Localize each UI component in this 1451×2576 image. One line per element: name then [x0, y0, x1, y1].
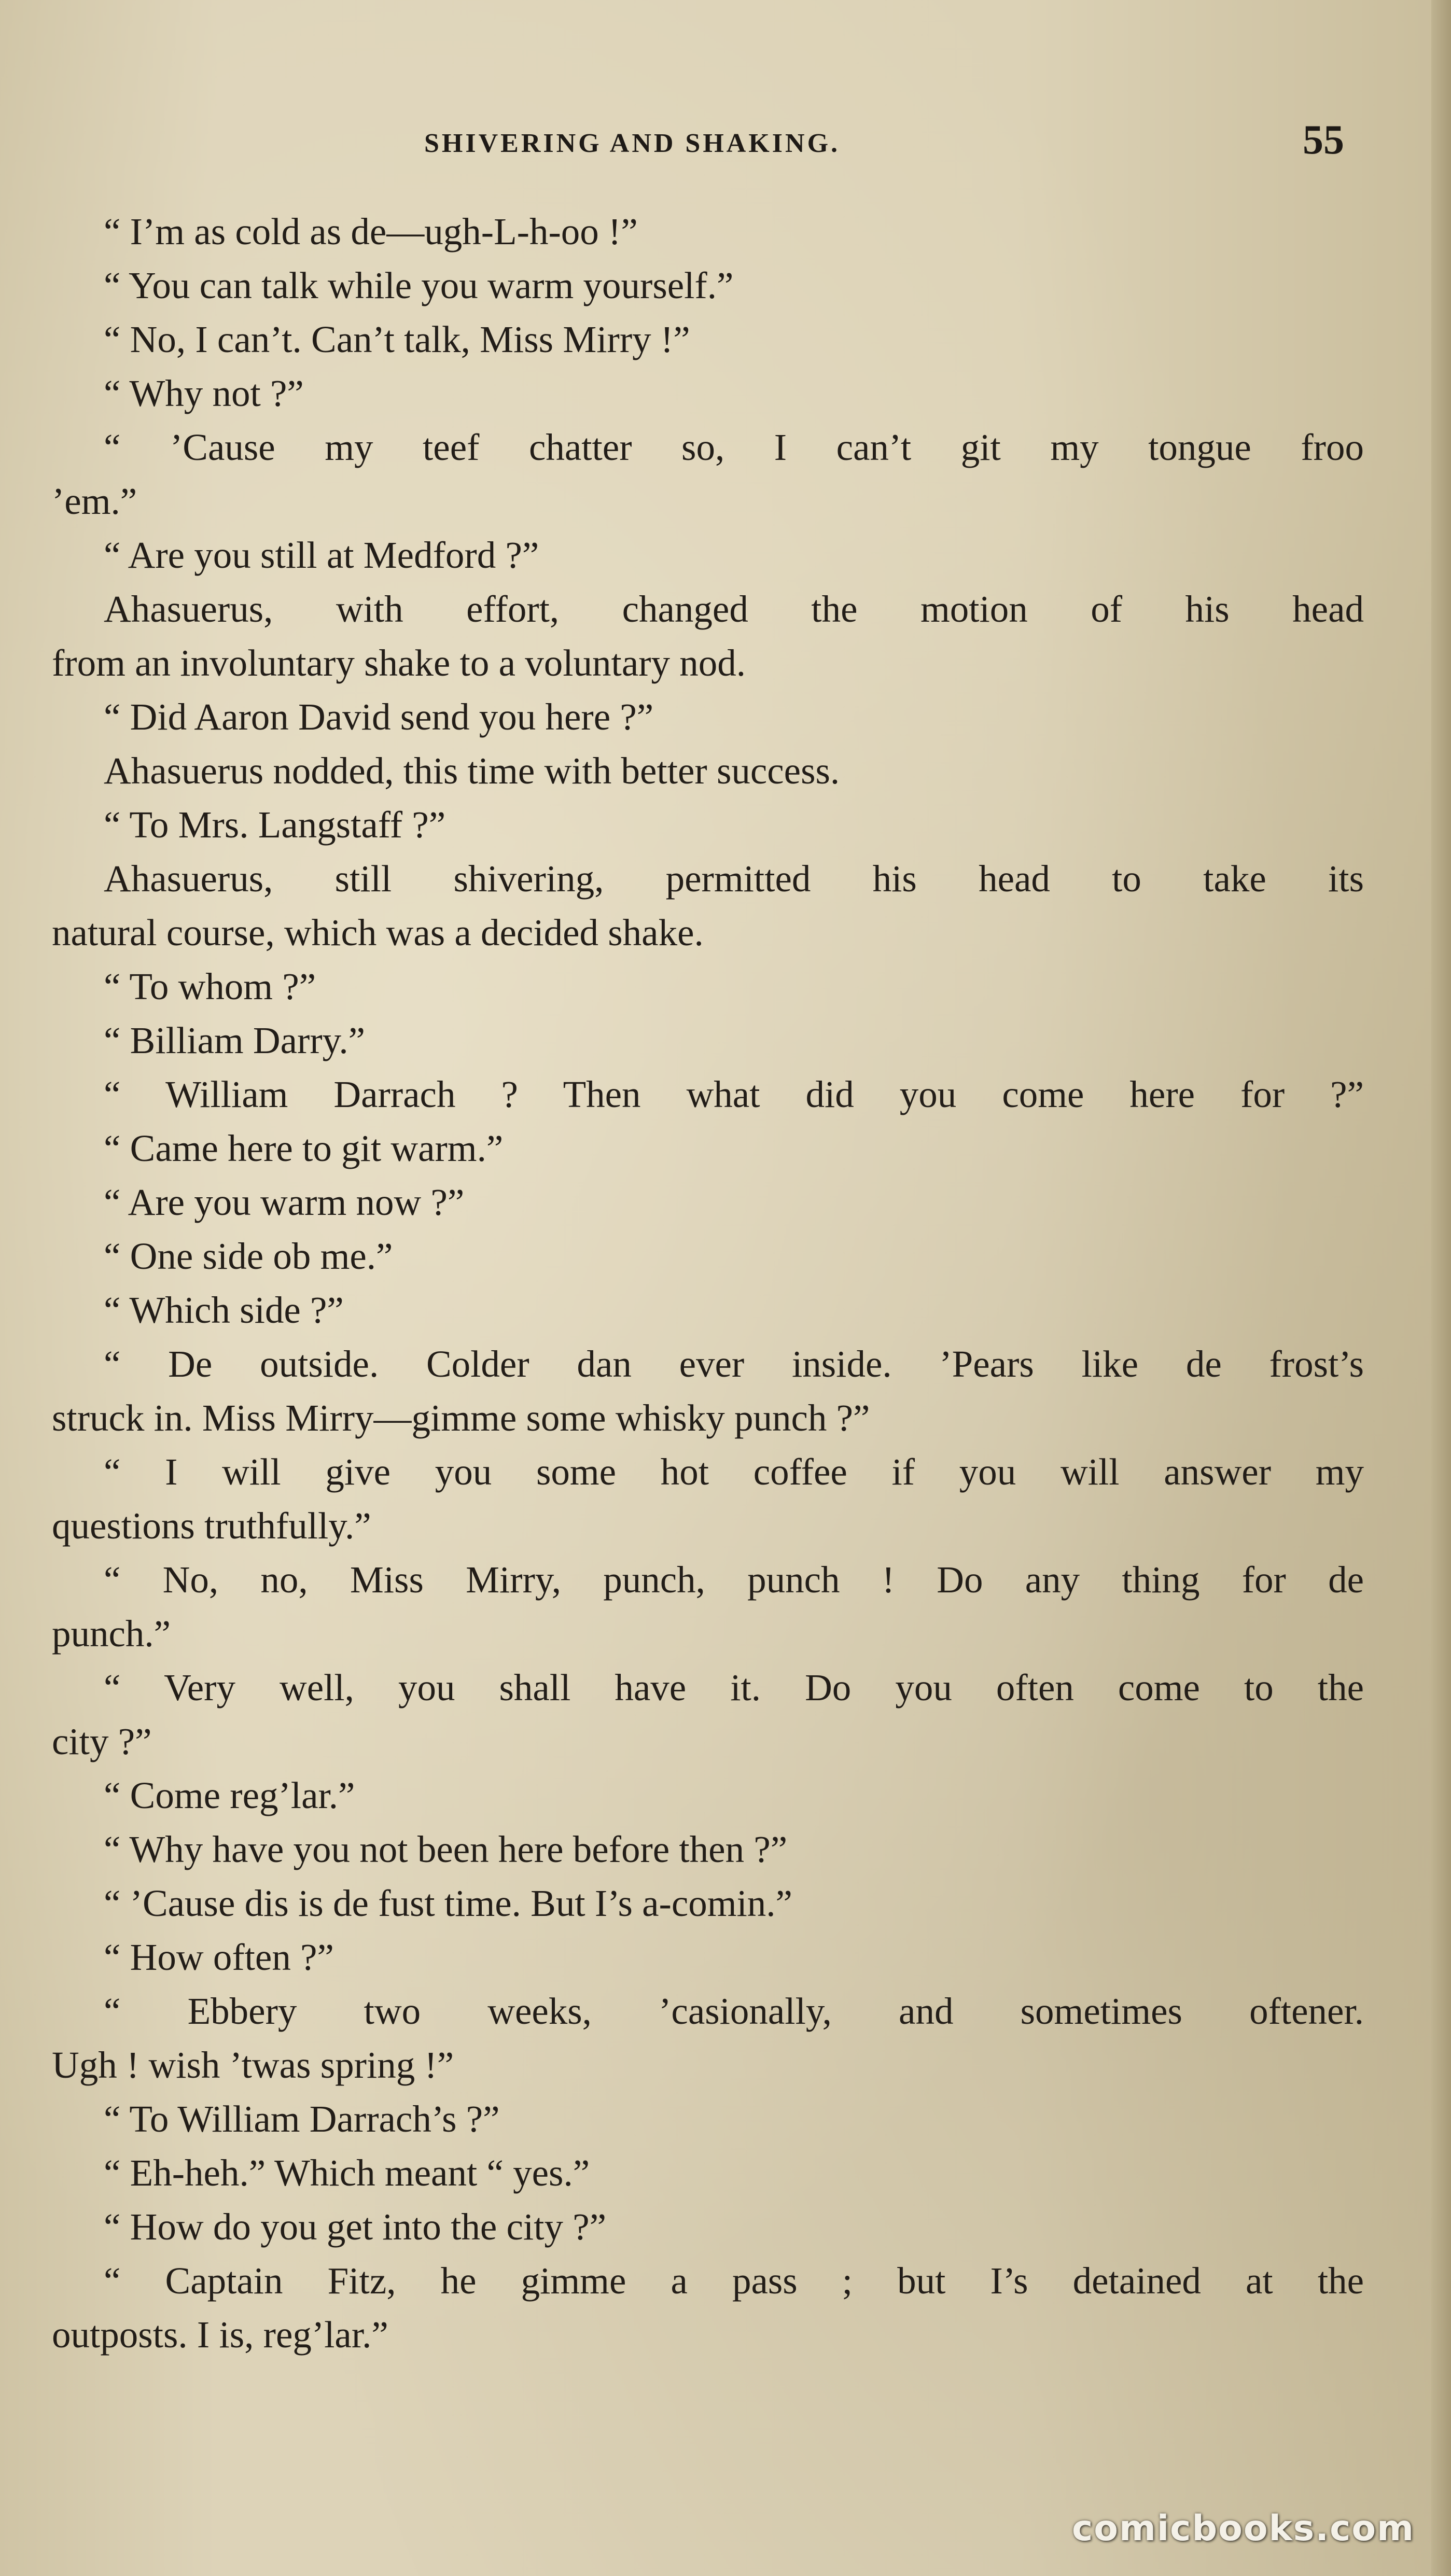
text-line: “ Come reg’lar.”	[104, 1774, 355, 1816]
text-line: Ahasuerus nodded, this time with better success.	[104, 750, 840, 792]
text-line: from an involuntary shake to a voluntary nod.	[52, 642, 746, 684]
text-line: “ ’Cause dis is de fust time. But I’s a-comin.”	[104, 1882, 792, 1924]
text-line: “ To William Darrach’s ?”	[104, 2098, 500, 2140]
text-line: city ?”	[52, 1720, 152, 1762]
text-line: “ ’Cause my teef chatter so, I can’t git my tongue froo	[104, 426, 1364, 468]
text-line: “ No, I can’t. Can’t talk, Miss Mirry !”	[104, 318, 690, 360]
page-number: 55	[1303, 117, 1344, 163]
text-line: “ Are you still at Medford ?”	[104, 534, 539, 576]
text-line: Ahasuerus, with effort, changed the motion of his head	[104, 588, 1364, 630]
text-line: punch.”	[52, 1613, 171, 1655]
text-line: Ahasuerus, still shivering, permitted his head to take its	[104, 858, 1364, 900]
text-line: “ To whom ?”	[104, 965, 316, 1007]
running-head: SHIVERING AND SHAKING.	[424, 129, 841, 158]
text-line: “ William Darrach ? Then what did you come here for ?”	[104, 1073, 1364, 1115]
text-line: “ Why have you not been here before then ?”	[104, 1828, 788, 1870]
text-line: outposts. I is, reg’lar.”	[52, 2314, 388, 2356]
text-line: “ Ebbery two weeks, ’casionally, and sometimes oftener.	[104, 1990, 1364, 2032]
text-line: “ Did Aaron David send you here ?”	[104, 696, 654, 738]
text-line: “ How often ?”	[104, 1936, 334, 1978]
text-line: “ How do you get into the city ?”	[104, 2206, 607, 2248]
text-line: Ugh ! wish ’twas spring !”	[52, 2044, 454, 2086]
body-text	[52, 205, 1364, 2362]
text-line: “ I’m as cold as de—ugh-L-h-oo !”	[104, 211, 638, 253]
text-line: “ No, no, Miss Mirry, punch, punch ! Do any thing for de	[104, 1559, 1364, 1601]
text-line: “ Eh-heh.” Which meant “ yes.”	[104, 2152, 590, 2194]
text-line: “ Are you warm now ?”	[104, 1181, 465, 1223]
page-header	[0, 117, 1451, 174]
text-line: “ To Mrs. Langstaff ?”	[104, 804, 446, 846]
text-line: “ De outside. Colder dan ever inside. ’Pears like de frost’s	[104, 1343, 1364, 1385]
text-line: ’em.”	[52, 480, 137, 522]
text-line: “ Billiam Darry.”	[104, 1019, 366, 1061]
text-line: “ Which side ?”	[104, 1289, 344, 1331]
text-line: “ I will give you some hot coffee if you will answer my	[104, 1451, 1364, 1493]
watermark: comicbooks.com	[1071, 2508, 1415, 2549]
text-line: “ You can talk while you warm yourself.”	[104, 264, 734, 306]
text-line: “ Very well, you shall have it. Do you often come to the	[104, 1667, 1364, 1709]
text-line: struck in. Miss Mirry—gimme some whisky punch ?”	[52, 1397, 870, 1439]
text-line: “ One side ob me.”	[104, 1235, 393, 1277]
text-line: “ Came here to git warm.”	[104, 1127, 504, 1169]
text-line: “ Captain Fitz, he gimme a pass ; but I’s detained at the	[104, 2260, 1364, 2302]
text-line: natural course, which was a decided shake.	[52, 912, 704, 954]
text-line: questions truthfully.”	[52, 1505, 371, 1547]
page-edge	[1431, 0, 1451, 2576]
text-line: “ Why not ?”	[104, 372, 304, 414]
